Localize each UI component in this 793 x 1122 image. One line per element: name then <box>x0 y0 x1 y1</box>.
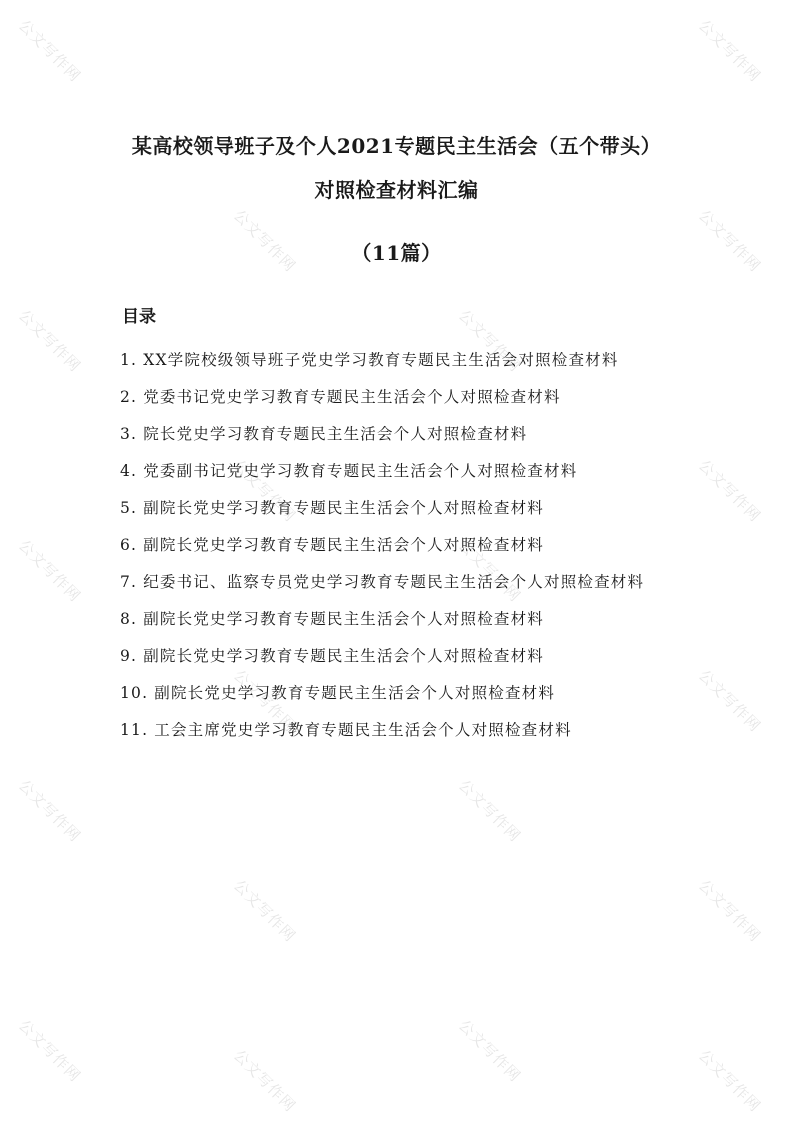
watermark: 公文写作网 <box>15 776 85 846</box>
watermark: 公文写作网 <box>15 536 85 606</box>
toc-item <box>120 531 680 560</box>
toc-item-number: 1. <box>120 351 138 369</box>
watermark: 公文写作网 <box>455 776 525 846</box>
toc-item-number: 4. <box>120 462 138 480</box>
toc-item-text: 副院长党史学习教育专题民主生活会个人对照检查材料 <box>154 684 556 702</box>
toc-item-number: 8. <box>120 610 138 628</box>
toc-item-number: 2. <box>120 388 138 406</box>
toc-item-number: 9. <box>120 647 138 665</box>
toc-heading: 目录 <box>122 307 156 327</box>
document-count: （11篇） <box>351 241 442 265</box>
document-title-line-2-wrapper <box>0 174 793 203</box>
toc-item <box>120 383 680 412</box>
watermark: 公文写作网 <box>230 456 300 526</box>
watermark: 公文写作网 <box>695 206 765 276</box>
toc-item <box>120 716 680 745</box>
toc-item <box>120 346 680 375</box>
toc-item-text: XX学院校级领导班子党史学习教育专题民主生活会对照检查材料 <box>143 351 619 369</box>
watermark: 公文写作网 <box>230 666 300 736</box>
watermark: 公文写作网 <box>230 1046 300 1116</box>
document-subtitle: 对照检查材料汇编 <box>314 178 479 202</box>
toc-item-text: 党委书记党史学习教育专题民主生活会个人对照检查材料 <box>143 388 561 406</box>
toc-item-number: 6. <box>120 536 138 554</box>
toc-item-text: 副院长党史学习教育专题民主生活会个人对照检查材料 <box>143 610 545 628</box>
watermark: 公文写作网 <box>15 306 85 376</box>
toc-item <box>120 420 680 449</box>
document-title: 某高校领导班子及个人2021专题民主生活会（五个带头） <box>131 134 662 158</box>
toc-item-text: 副院长党史学习教育专题民主生活会个人对照检查材料 <box>143 536 545 554</box>
watermark: 公文写作网 <box>455 1016 525 1086</box>
toc-item-text: 纪委书记、监察专员党史学习教育专题民主生活会个人对照检查材料 <box>143 573 645 591</box>
toc-item <box>120 494 680 523</box>
watermark: 公文写作网 <box>695 666 765 736</box>
toc-item <box>120 605 680 634</box>
watermark: 公文写作网 <box>15 1016 85 1086</box>
toc-item-number: 10. <box>120 684 149 702</box>
toc-item <box>120 457 680 486</box>
toc-item-text: 党委副书记党史学习教育专题民主生活会个人对照检查材料 <box>143 462 578 480</box>
toc-item <box>120 568 680 597</box>
document-title-line-1-wrapper <box>0 130 793 159</box>
watermark: 公文写作网 <box>455 536 525 606</box>
toc-item <box>120 642 680 671</box>
toc-item-number: 3. <box>120 425 138 443</box>
toc-item-text: 副院长党史学习教育专题民主生活会个人对照检查材料 <box>143 499 545 517</box>
watermark: 公文写作网 <box>230 206 300 276</box>
watermark: 公文写作网 <box>455 306 525 376</box>
watermark: 公文写作网 <box>695 876 765 946</box>
document-count-wrapper <box>0 237 793 266</box>
toc-item-number: 11. <box>120 721 149 739</box>
toc-item <box>120 679 680 708</box>
watermark: 公文写作网 <box>695 1046 765 1116</box>
watermark: 公文写作网 <box>15 16 85 86</box>
watermark: 公文写作网 <box>695 16 765 86</box>
toc-item-number: 7. <box>120 573 138 591</box>
toc-item-text: 院长党史学习教育专题民主生活会个人对照检查材料 <box>143 425 528 443</box>
toc-item-number: 5. <box>120 499 138 517</box>
watermark: 公文写作网 <box>230 876 300 946</box>
table-of-contents <box>120 346 680 753</box>
toc-item-text: 工会主席党史学习教育专题民主生活会个人对照检查材料 <box>154 721 572 739</box>
toc-item-text: 副院长党史学习教育专题民主生活会个人对照检查材料 <box>143 647 545 665</box>
watermark: 公文写作网 <box>695 456 765 526</box>
